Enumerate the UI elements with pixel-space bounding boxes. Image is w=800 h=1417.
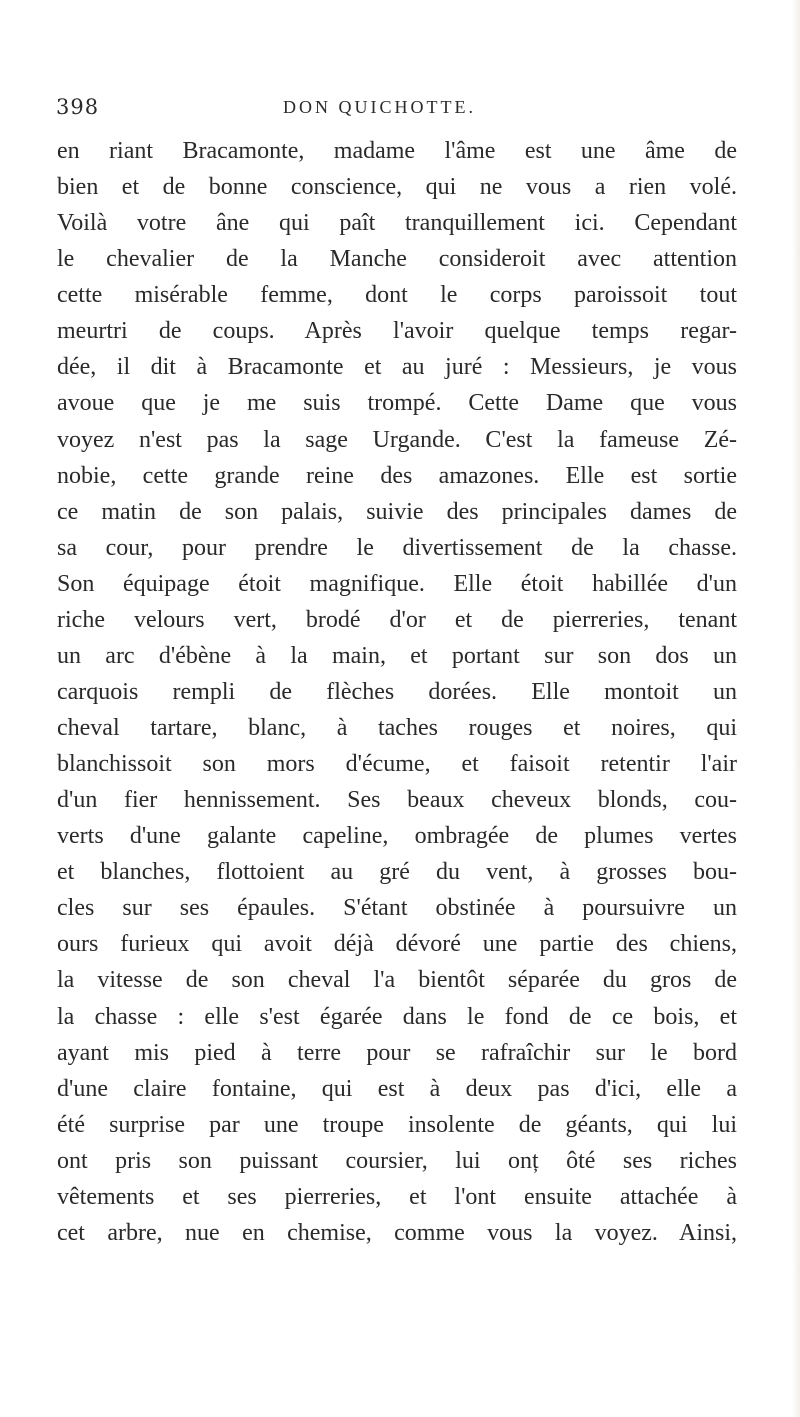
text-line: dée, il dit à Bracamonte et au juré : Messieurs, je vous (57, 354, 737, 381)
text-line: le chevalier de la Manche consideroit avec attention (57, 246, 737, 273)
text-line: vêtements et ses pierreries, et l'ont ensuite attachée à (57, 1183, 737, 1210)
text-line: sa cour, pour prendre le divertissement de la chasse. (57, 534, 737, 561)
text-line: carquois rempli de flèches dorées. Elle montoit un (57, 678, 737, 705)
text-line: nobie, cette grande reine des amazones. Elle est sortie (57, 462, 737, 489)
text-line: cheval tartare, blanc, à taches rouges et noires, qui (57, 715, 737, 741)
text-line: Son équipage étoit magnifique. Elle étoit habillée d'un (57, 570, 737, 597)
text-line: Voilà votre âne qui paît tranquillement ici. Cependant (57, 210, 737, 237)
text-line: cette misérable femme, dont le corps paroissoit tout (57, 282, 737, 309)
text-line: ours furieux qui avoit déjà dévoré une partie des chiens, (57, 931, 737, 958)
page-edge-shadow (792, 0, 800, 1417)
text-line: meurtri de coups. Après l'avoir quelque temps regar- (57, 318, 737, 345)
text-line: un arc d'ébène à la main, et portant sur son dos un (57, 642, 737, 669)
text-line: bien et de bonne conscience, qui ne vous a rien volé. (57, 174, 737, 201)
text-line: avoue que je me suis trompé. Cette Dame que vous (57, 390, 737, 417)
text-line: la vitesse de son cheval l'a bientôt séparée du gros de (57, 967, 737, 994)
text-line: voyez n'est pas la sage Urgande. C'est la fameuse Zé- (57, 426, 737, 453)
text-line: blanchissoit son mors d'écume, et faisoit retentir l'air (57, 751, 737, 778)
body-text (57, 133, 737, 1251)
page-header (56, 95, 746, 127)
text-line: verts d'une galante capeline, ombragée de plumes vertes (57, 823, 737, 850)
text-line: la chasse : elle s'est égarée dans le fond de ce bois, et (57, 1003, 737, 1030)
text-line: ce matin de son palais, suivie des principales dames de (57, 498, 737, 525)
text-line: ayant mis pied à terre pour se rafraîchir sur le bord (57, 1039, 737, 1066)
text-line: d'un fier hennissement. Ses beaux cheveux blonds, cou- (57, 787, 737, 814)
text-line: été surprise par une troupe insolente de géants, qui lui (57, 1111, 737, 1138)
text-line: et blanches, flottoient au gré du vent, à grosses bou- (57, 859, 737, 886)
text-line: ont pris son puissant coursier, lui onț ôté ses riches (57, 1147, 737, 1174)
text-line: d'une claire fontaine, qui est à deux pas d'ici, elle a (57, 1075, 737, 1102)
text-line: cles sur ses épaules. S'étant obstinée à poursuivre un (57, 895, 737, 922)
text-line: riche velours vert, brodé d'or et de pierreries, tenant (57, 606, 737, 633)
running-title: DON QUICHOTTE. (283, 97, 476, 117)
text-line: cet arbre, nue en chemise, comme vous la voyez. Ainsi, (57, 1219, 737, 1246)
page-number: 398 (56, 95, 100, 119)
text-line: en riant Bracamonte, madame l'âme est une âme de (57, 138, 737, 164)
